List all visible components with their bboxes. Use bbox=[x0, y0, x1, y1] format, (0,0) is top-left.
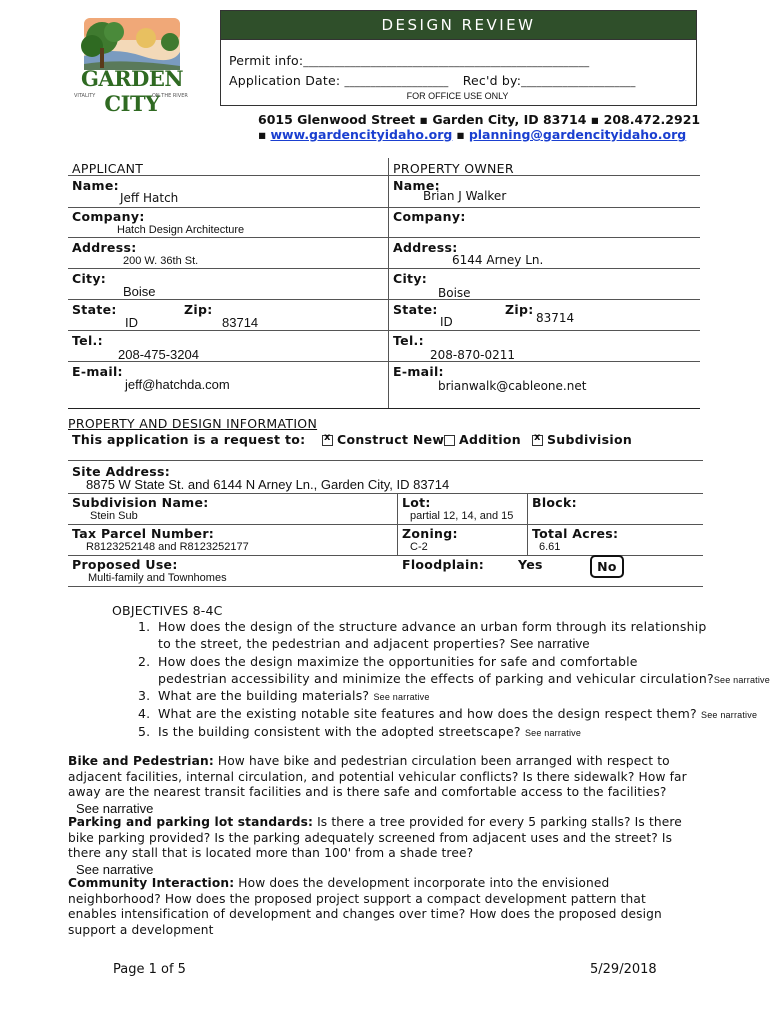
objective-4-line1: What are the existing notable site features and how does the design respect them? bbox=[158, 706, 697, 721]
owner-tel-label: Tel.: bbox=[393, 333, 424, 348]
grid-line bbox=[68, 268, 700, 269]
email-link[interactable]: planning@gardencityidaho.org bbox=[468, 127, 687, 142]
logo-wordmark: GARDEN CITY bbox=[80, 66, 184, 116]
addition-checkbox[interactable] bbox=[444, 435, 455, 446]
floodplain-no-label: No bbox=[597, 559, 617, 574]
owner-zip[interactable]: 83714 bbox=[536, 311, 575, 325]
owner-email[interactable]: brianwalk@cableone.net bbox=[438, 379, 587, 393]
application-date-label: Application Date: bbox=[229, 73, 341, 88]
option-construct-new[interactable] bbox=[322, 432, 444, 447]
applicant-name[interactable]: Jeff Hatch bbox=[120, 191, 179, 205]
applicant-heading: APPLICANT bbox=[72, 161, 144, 176]
objective-5-answer[interactable]: See narrative bbox=[524, 728, 582, 738]
total-acres-value[interactable]: 6.61 bbox=[539, 541, 561, 553]
proposed-use-label: Proposed Use: bbox=[72, 557, 178, 572]
objective-5-line1: Is the building consistent with the adopted streetscape? bbox=[158, 724, 521, 739]
objectives-heading: OBJECTIVES 8-4C bbox=[112, 603, 223, 618]
grid-line bbox=[68, 408, 700, 409]
objective-3-question bbox=[158, 688, 430, 703]
applicant-tel-label: Tel.: bbox=[72, 333, 103, 348]
garden-city-logo bbox=[62, 12, 202, 116]
owner-state[interactable]: ID bbox=[440, 315, 453, 329]
applicant-state-label: State: bbox=[72, 302, 117, 317]
objective-1-question-cont bbox=[158, 636, 590, 651]
bike-pedestrian-answer[interactable]: See narrative bbox=[76, 801, 154, 816]
application-date-row bbox=[229, 73, 636, 88]
site-address-label: Site Address: bbox=[72, 464, 171, 479]
objective-5-number: 5. bbox=[138, 724, 151, 739]
website-link[interactable]: www.gardencityidaho.org bbox=[270, 127, 453, 142]
applicant-state[interactable]: ID bbox=[125, 315, 138, 330]
grid-line bbox=[397, 493, 398, 555]
owner-zip-label: Zip: bbox=[505, 302, 534, 317]
bike-pedestrian-section bbox=[68, 754, 693, 801]
objective-3-line1: What are the building materials? bbox=[158, 688, 370, 703]
applicant-tel[interactable]: 208-475-3204 bbox=[118, 347, 199, 362]
applicant-zip-label: Zip: bbox=[184, 302, 213, 317]
subdivision-label: Subdivision bbox=[547, 432, 633, 447]
contact-links bbox=[258, 127, 686, 142]
applicant-company[interactable]: Hatch Design Architecture bbox=[117, 224, 245, 236]
bullet: ▪ bbox=[258, 127, 267, 142]
request-label: This application is a request to: bbox=[72, 432, 306, 447]
floodplain-no[interactable] bbox=[590, 555, 624, 578]
recd-by-label: Rec'd by: bbox=[462, 73, 522, 88]
subdivision-name-label: Subdivision Name: bbox=[72, 495, 209, 510]
block-label: Block: bbox=[532, 495, 577, 510]
recd-by-field[interactable]: ______________________ bbox=[521, 77, 636, 88]
lot-label: Lot: bbox=[402, 495, 431, 510]
grid-divider bbox=[388, 158, 389, 408]
owner-state-label: State: bbox=[393, 302, 438, 317]
office-use-note: FOR OFFICE USE ONLY bbox=[406, 91, 509, 101]
title-bar bbox=[220, 10, 697, 40]
bike-pedestrian-title: Bike and Pedestrian: bbox=[68, 754, 214, 768]
property-heading: PROPERTY AND DESIGN INFORMATION bbox=[68, 416, 318, 431]
bike-pedestrian-text: How have bike and pedestrian circulation been arranged with respect to adjacent facilities, internal circulation, and potential vehicular conflicts? Is there sidewalk? How far away are the nearest transit facilities and is there safe and comfortable access to the facilities? bbox=[68, 754, 687, 799]
objective-3-answer[interactable]: See narrative bbox=[373, 692, 430, 702]
owner-address[interactable]: 6144 Arney Ln. bbox=[452, 253, 544, 267]
owner-city[interactable]: Boise bbox=[438, 286, 471, 300]
objective-2-number: 2. bbox=[138, 654, 151, 669]
office-address: 6015 Glenwood Street ▪ Garden City, ID 83714 ▪ 208.472.2921 bbox=[258, 112, 701, 127]
grid-line bbox=[68, 524, 703, 525]
parking-answer[interactable]: See narrative bbox=[76, 862, 154, 877]
subdivision-name[interactable]: Stein Sub bbox=[90, 510, 138, 522]
objective-4-question bbox=[158, 706, 757, 721]
lot-value[interactable]: partial 12, 14, and 15 bbox=[410, 510, 514, 522]
community-title: Community Interaction: bbox=[68, 876, 235, 890]
site-address[interactable]: 8875 W State St. and 6144 N Arney Ln., Garden City, ID 83714 bbox=[86, 477, 450, 492]
applicant-company-label: Company: bbox=[72, 209, 145, 224]
grid-line bbox=[527, 493, 528, 555]
community-text: How does the development incorporate into the envisioned neighborhood? How does the proposed project support a compact development pattern that enables intensification of development and changes over time? How does the proposed design support a development bbox=[68, 876, 662, 937]
grid-line bbox=[68, 175, 700, 176]
owner-name[interactable]: Brian J Walker bbox=[423, 189, 507, 203]
grid-line bbox=[68, 460, 703, 461]
application-date-field[interactable]: ____________________ bbox=[344, 77, 449, 88]
zoning-value[interactable]: C-2 bbox=[410, 541, 428, 553]
owner-tel[interactable]: 208-870-0211 bbox=[430, 348, 516, 362]
objective-4-answer[interactable]: See narrative bbox=[701, 710, 758, 720]
owner-heading: PROPERTY OWNER bbox=[393, 161, 514, 176]
owner-name-label: Name: bbox=[393, 178, 440, 193]
applicant-address[interactable]: 200 W. 36th St. bbox=[123, 255, 199, 267]
zoning-label: Zoning: bbox=[402, 526, 458, 541]
grid-line bbox=[68, 586, 703, 587]
grid-line bbox=[68, 299, 700, 300]
option-addition[interactable] bbox=[444, 432, 521, 447]
objective-2-answer[interactable]: See narrative bbox=[713, 675, 770, 685]
community-section bbox=[68, 876, 693, 938]
applicant-city[interactable]: Boise bbox=[123, 284, 156, 299]
objective-1-answer[interactable]: See narrative bbox=[509, 636, 590, 651]
bullet: ▪ bbox=[456, 127, 465, 142]
owner-company-label: Company: bbox=[393, 209, 466, 224]
owner-email-label: E-mail: bbox=[393, 364, 444, 379]
owner-address-label: Address: bbox=[393, 240, 458, 255]
construct-new-label: Construct New bbox=[337, 432, 445, 447]
owner-city-label: City: bbox=[393, 271, 428, 286]
proposed-use[interactable]: Multi-family and Townhomes bbox=[88, 572, 227, 584]
subdivision-checkbox[interactable] bbox=[532, 435, 543, 446]
page-title: DESIGN REVIEW bbox=[381, 16, 536, 34]
objective-1-line2: to the street, the pedestrian and adjacent properties? bbox=[158, 636, 506, 651]
objective-5-question bbox=[158, 724, 581, 739]
permit-info-label: Permit info: bbox=[229, 53, 304, 68]
objective-2-question: How does the design maximize the opportunities for safe and comfortable bbox=[158, 654, 638, 669]
objective-4-number: 4. bbox=[138, 706, 151, 721]
option-subdivision[interactable] bbox=[532, 432, 632, 447]
logo-motto-left: VITALITY bbox=[74, 93, 96, 99]
permit-info-field[interactable]: _______________________________________________________ bbox=[303, 57, 590, 68]
objective-2-line2: pedestrian accessibility and minimize the effects of parking and vehicular circulation? bbox=[158, 671, 714, 686]
objective-2-question-cont bbox=[158, 671, 770, 686]
applicant-email-label: E-mail: bbox=[72, 364, 123, 379]
parking-text: Is there a tree provided for every 5 parking stalls? Is there bike parking provided? Is the parking adequately screened from adjacent uses and the street? Is there any stall that is located more than 100' from a shade tree? bbox=[68, 815, 682, 860]
objective-1-number: 1. bbox=[138, 619, 151, 634]
page-number: Page 1 of 5 bbox=[113, 962, 186, 977]
form-date: 5/29/2018 bbox=[590, 962, 657, 977]
total-acres-label: Total Acres: bbox=[532, 526, 619, 541]
grid-line bbox=[68, 493, 703, 494]
parking-title: Parking and parking lot standards: bbox=[68, 815, 314, 829]
applicant-name-label: Name: bbox=[72, 178, 119, 193]
grid-line bbox=[68, 207, 700, 208]
objective-3-number: 3. bbox=[138, 688, 151, 703]
tax-parcel-number[interactable]: R8123252148 and R8123252177 bbox=[86, 541, 249, 553]
construct-new-checkbox[interactable] bbox=[322, 435, 333, 446]
applicant-city-label: City: bbox=[72, 271, 107, 286]
applicant-address-label: Address: bbox=[72, 240, 137, 255]
permit-info-row bbox=[229, 53, 589, 68]
grid-line bbox=[68, 330, 700, 331]
tax-parcel-label: Tax Parcel Number: bbox=[72, 526, 215, 541]
floodplain-label: Floodplain: bbox=[402, 557, 485, 572]
objective-1-question: How does the design of the structure advance an urban form through its relationship bbox=[158, 619, 707, 634]
logo-motto-right: ON THE RIVER bbox=[152, 93, 188, 99]
grid-line bbox=[68, 237, 700, 238]
applicant-email[interactable]: jeff@hatchda.com bbox=[125, 377, 230, 392]
applicant-zip[interactable]: 83714 bbox=[222, 315, 259, 330]
floodplain-yes[interactable]: Yes bbox=[518, 557, 543, 572]
addition-label: Addition bbox=[459, 432, 522, 447]
parking-section bbox=[68, 815, 693, 862]
